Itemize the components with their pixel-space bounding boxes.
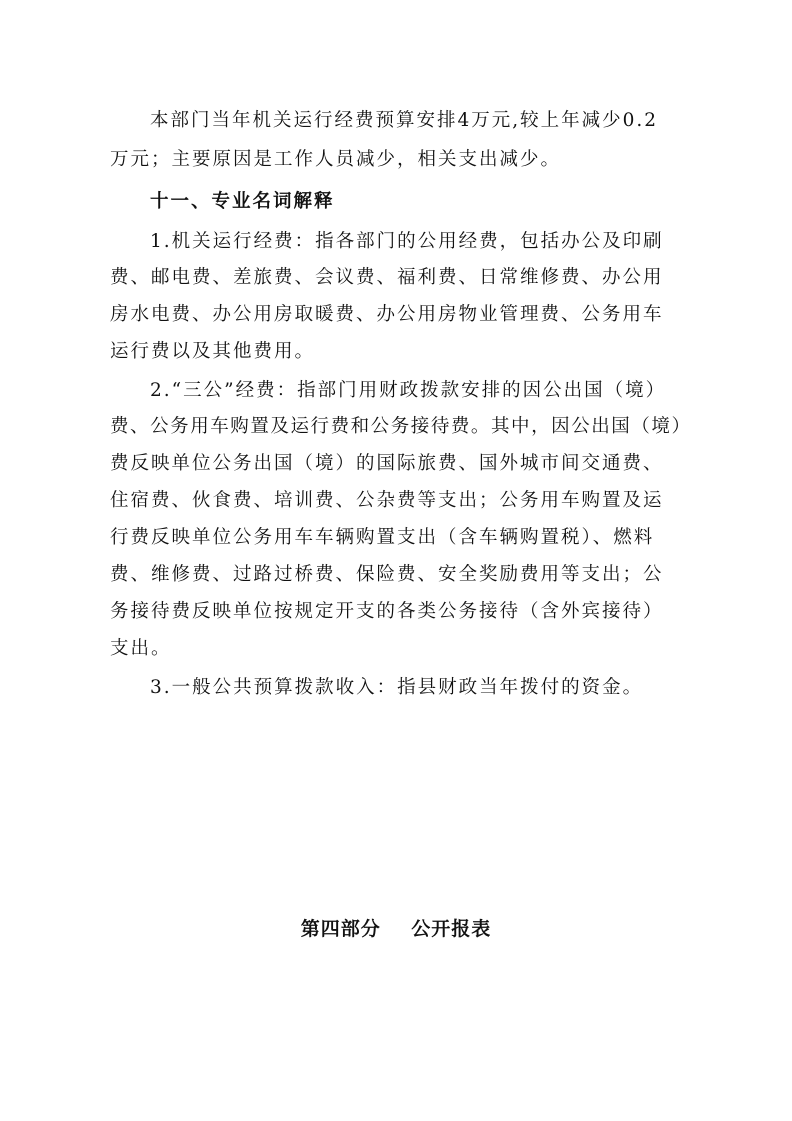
term1-line-3: 房水电费、办公用房取暖费、办公用房物业管理费、公务用车 (110, 304, 664, 325)
section11-heading: 十一、专业名词解释 (150, 191, 335, 212)
part4-title: 第四部分 公开报表 (300, 918, 492, 940)
term2-line-7: 务接待费反映单位按规定开支的各类公务接待（含外宾接待） (110, 601, 664, 622)
term1-line-1: 1.机关运行经费：指各部门的公用经费，包括办公及印刷 (150, 231, 664, 252)
term2-line-2: 费、公务用车购置及运行费和公务接待费。其中，因公出国（境） (110, 416, 692, 437)
term1-line-2: 费、邮电费、差旅费、会议费、福利费、日常维修费、办公用 (110, 267, 664, 288)
term2-line-4: 住宿费、伙食费、培训费、公杂费等支出；公务用车购置及运 (110, 490, 664, 511)
term2-line-6: 费、维修费、过路过桥费、保险费、安全奖励费用等支出；公 (110, 564, 664, 585)
term2-line-1: 2.“三公”经费：指部门用财政拨款安排的因公出国（境） (150, 380, 667, 401)
section10-line-2: 万元；主要原因是工作人员减少，相关支出减少。 (110, 149, 562, 170)
term3-line-1: 3.一般公共预算拨款收入：指县财政当年拨付的资金。 (150, 677, 644, 698)
term2-line-5: 行费反映单位公务用车车辆购置支出（含车辆购置税）、燃料 (110, 527, 655, 548)
term2-line-8: 支出。 (110, 638, 172, 659)
term2-line-3: 费反映单位公务出国（境）的国际旅费、国外城市间交通费、 (110, 453, 664, 474)
term1-line-4: 运行费以及其他费用。 (110, 341, 316, 362)
section10-line-1: 本部门当年机关运行经费预算安排4万元,较上年减少0.2 (150, 110, 659, 131)
